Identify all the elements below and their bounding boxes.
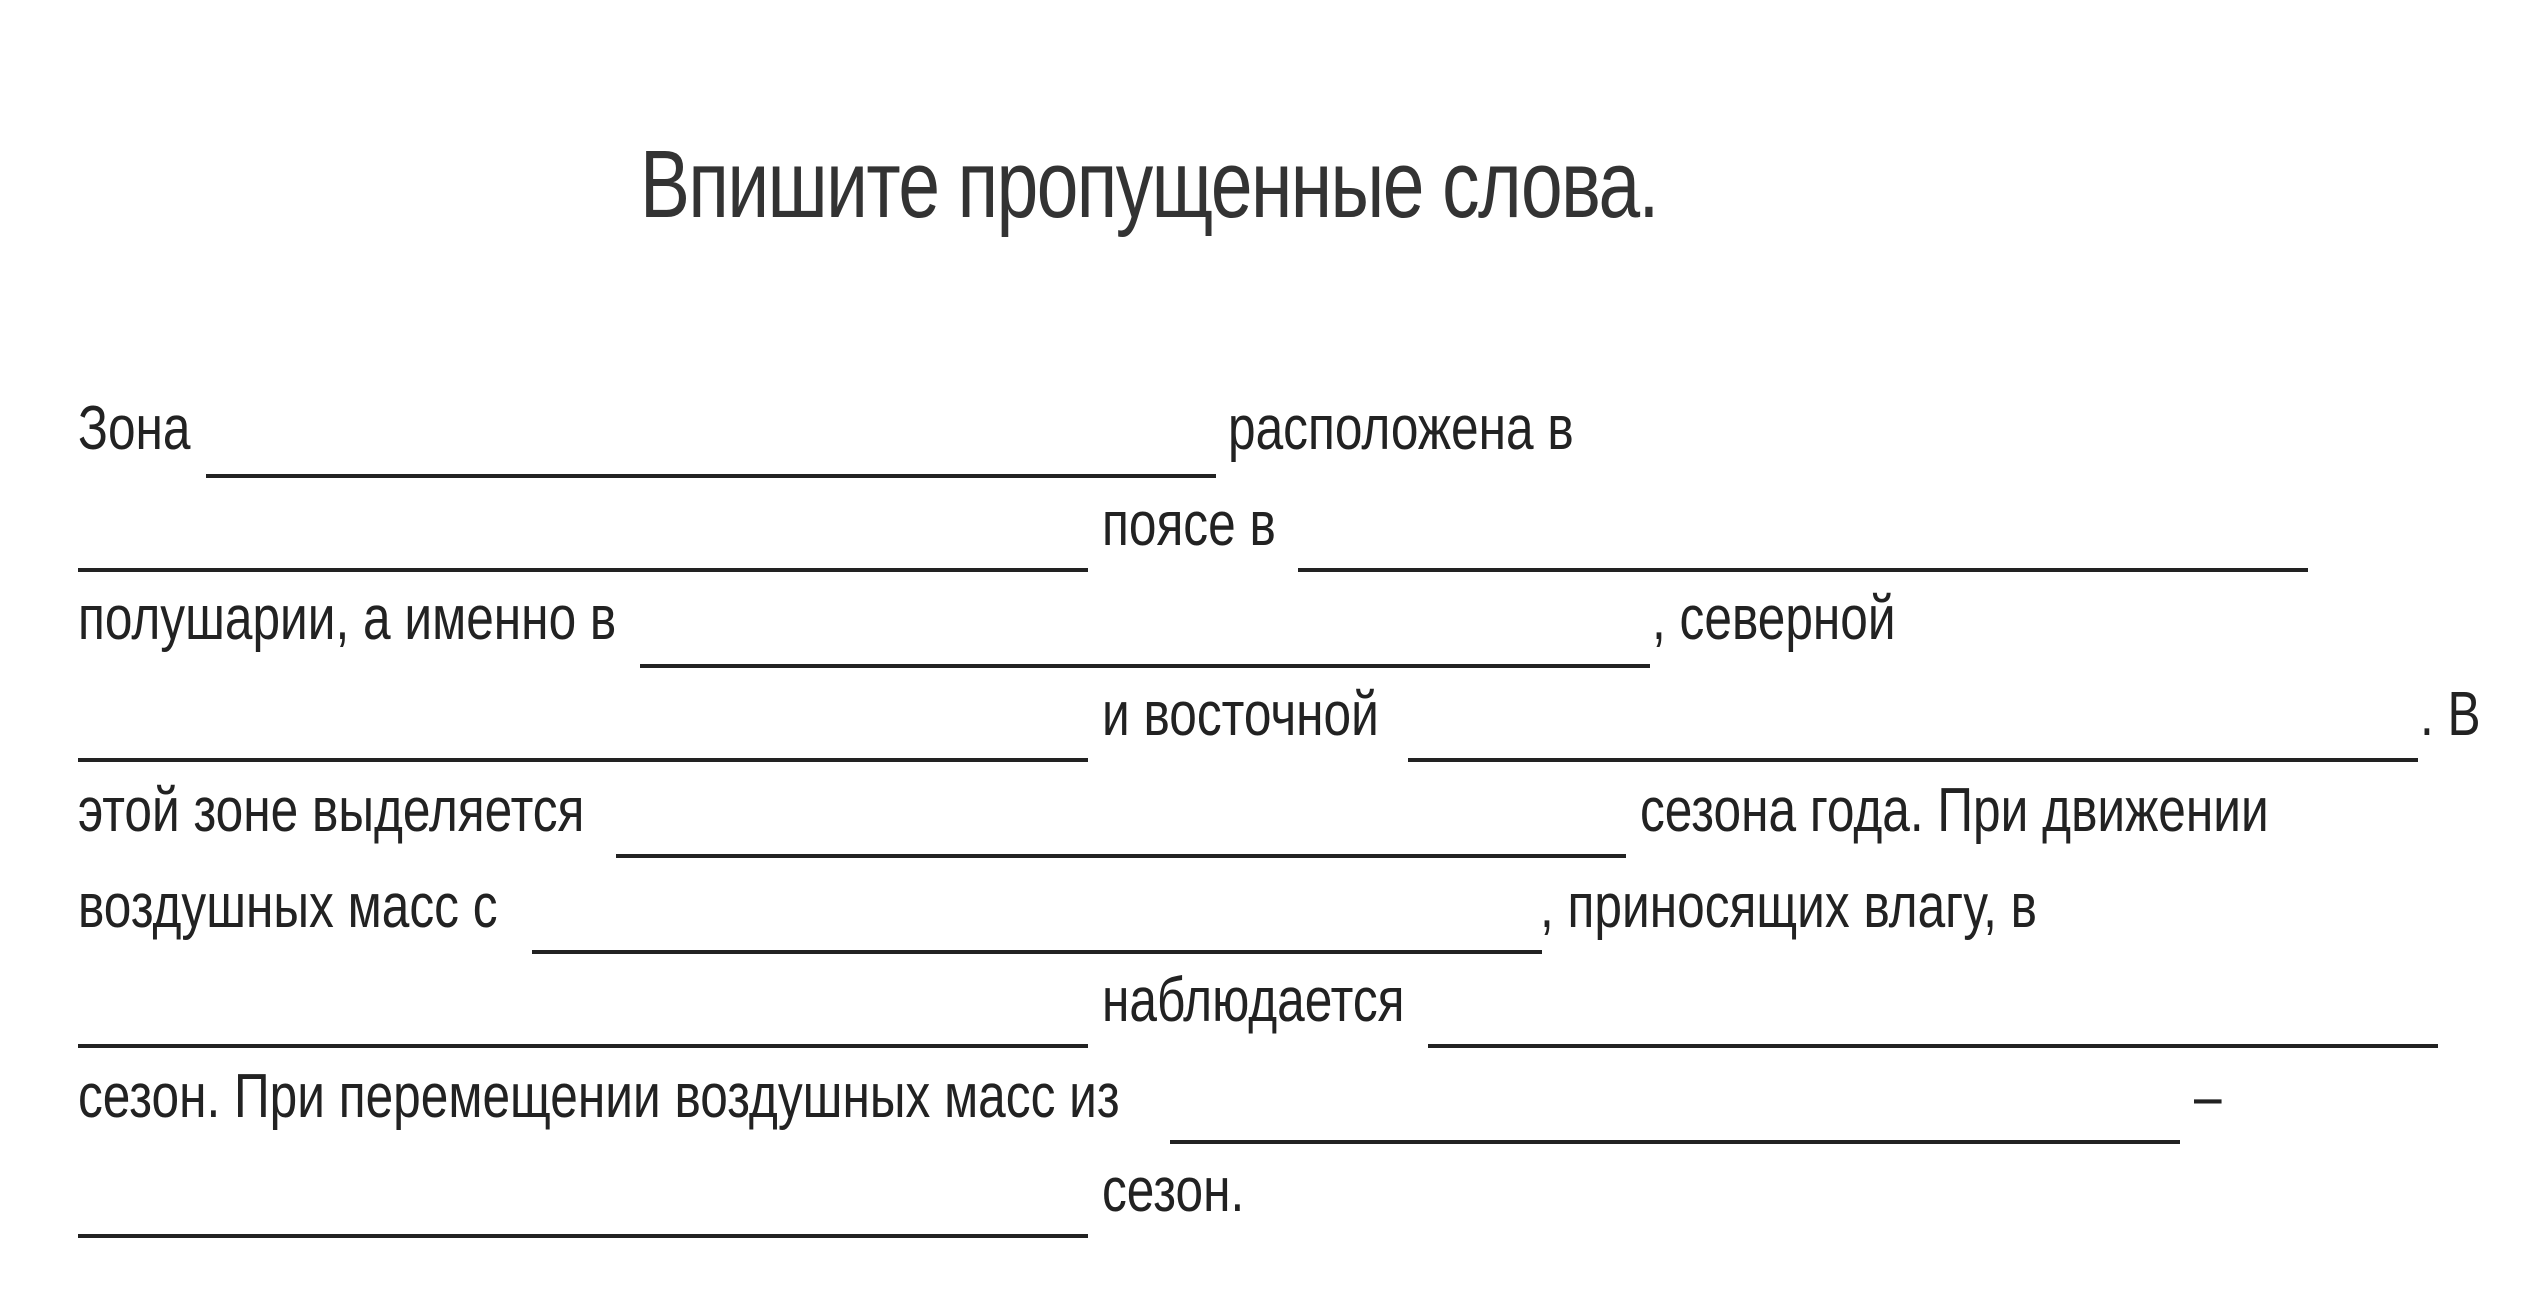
text-zona: Зона bbox=[78, 394, 191, 463]
blank-7[interactable] bbox=[616, 798, 1626, 858]
blank-11[interactable] bbox=[1170, 1084, 2180, 1144]
text-sezona-goda: сезона года. При движении bbox=[1640, 776, 2269, 845]
text-prinosyashchih: , приносящих влагу, в bbox=[1540, 872, 2038, 941]
blank-12[interactable] bbox=[78, 1178, 1088, 1238]
blank-5[interactable] bbox=[78, 702, 1088, 762]
blank-3[interactable] bbox=[1298, 512, 2308, 572]
text-sezon-end: сезон. bbox=[1102, 1156, 1245, 1225]
blank-9[interactable] bbox=[78, 988, 1088, 1048]
text-v: . В bbox=[2420, 680, 2481, 749]
blank-4[interactable] bbox=[640, 608, 1650, 668]
blank-8[interactable] bbox=[532, 894, 1542, 954]
blank-2[interactable] bbox=[78, 512, 1088, 572]
text-vozdushnyh-mass: воздушных масс с bbox=[78, 872, 498, 941]
text-severnoy: , северной bbox=[1652, 584, 1896, 653]
text-nablyudaetsya: наблюдается bbox=[1102, 966, 1405, 1035]
blank-10[interactable] bbox=[1428, 988, 2438, 1048]
text-polusharii: полушарии, а именно в bbox=[78, 584, 617, 653]
text-poyase: поясе в bbox=[1102, 490, 1276, 559]
text-vostochnoy: и восточной bbox=[1102, 680, 1379, 749]
page-title: Впишите пропущенные слова. bbox=[640, 131, 1658, 238]
text-sezon-peremeshchenii: сезон. При перемещении воздушных масс из bbox=[78, 1062, 1120, 1131]
blank-1[interactable] bbox=[206, 418, 1216, 478]
blank-6[interactable] bbox=[1408, 702, 2418, 762]
text-dash: – bbox=[2194, 1062, 2222, 1131]
text-raspolozhena: расположена в bbox=[1228, 394, 1574, 463]
text-vydelyaetsya: этой зоне выделяется bbox=[78, 776, 585, 845]
